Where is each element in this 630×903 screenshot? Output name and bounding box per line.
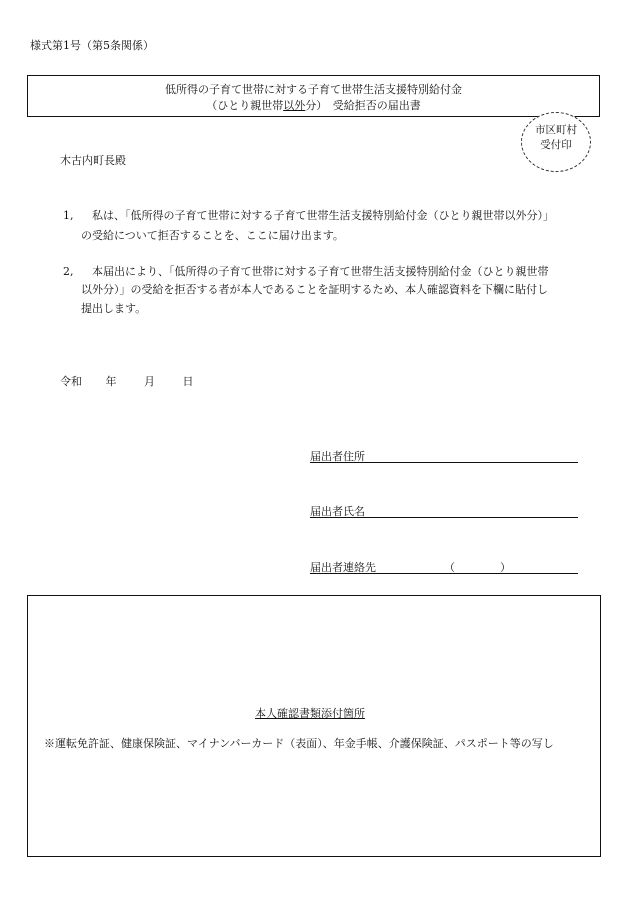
id-document-attachment-box	[27, 595, 601, 857]
date-year: 年	[105, 375, 117, 388]
title-line-2-start: （ひとり親世帯	[206, 99, 284, 112]
contact-field[interactable]	[310, 573, 578, 574]
date-row	[60, 376, 194, 387]
contact-label: 届出者連絡先	[310, 561, 376, 574]
title-line-2	[28, 100, 599, 111]
address-label: 届出者住所	[310, 450, 365, 463]
title-line-2-end: 分） 受給拒否の届出書	[305, 99, 421, 112]
item-number: 2,	[63, 265, 74, 278]
contact-paren-close: ）	[500, 561, 511, 574]
item-text-line: 以外分）」の受給を拒否する者が本人であることを証明するため、本人確認資料を下欄に貼付し	[81, 283, 549, 296]
item-text-line: の受給について拒否することを、ここに届け出ます。	[81, 229, 344, 242]
item-text-line: 本届出により、「低所得の子育て世帯に対する子育て世帯生活支援特別給付金（ひとり親世帯	[92, 265, 549, 278]
document-title-box	[27, 75, 600, 117]
form-number: 様式第1号（第5条関係）	[30, 39, 154, 52]
reception-stamp-area	[521, 112, 591, 172]
item-number: 1,	[63, 209, 74, 222]
name-field[interactable]	[310, 517, 578, 518]
contact-paren-open: （	[444, 561, 455, 574]
addressee: 木古内町長殿	[60, 154, 126, 167]
date-month: 月	[144, 375, 155, 388]
id-attachment-title: 本人確認書類添付箇所	[255, 707, 365, 720]
item-text-line: 私は、「低所得の子育て世帯に対する子育て世帯生活支援特別給付金（ひとり親世帯以外分）」	[92, 209, 554, 222]
name-label: 届出者氏名	[310, 505, 365, 518]
stamp-label-1: 市区町村	[535, 124, 577, 136]
title-line-1: 低所得の子育て世帯に対する子育て世帯生活支援特別給付金	[165, 83, 462, 96]
id-attachment-note: ※運転免許証、健康保険証、マイナンバーカード（表面）、年金手帳、介護保険証、パスポート等の写し	[44, 737, 554, 750]
stamp-label-2: 受付印	[540, 138, 572, 151]
address-field[interactable]	[310, 462, 578, 463]
date-day: 日	[182, 375, 194, 388]
title-emphasis: 以外	[283, 99, 306, 112]
date-era: 令和	[60, 375, 82, 388]
item-text-line: 提出します。	[81, 302, 147, 315]
